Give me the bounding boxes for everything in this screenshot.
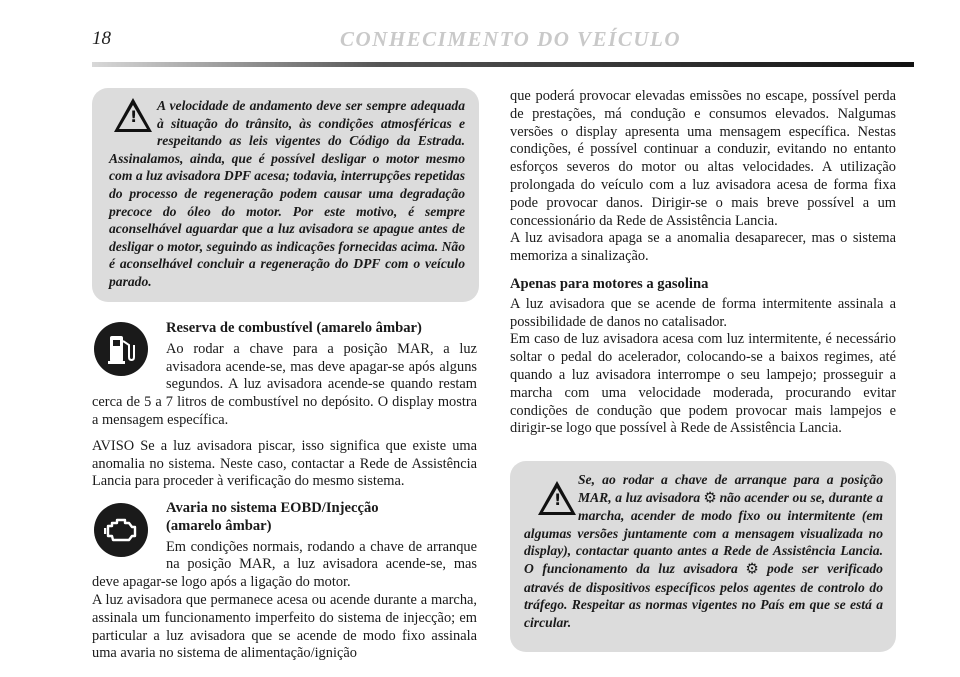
page-number: 18 xyxy=(92,28,111,49)
warning-bottom-part1: Se, ao rodar a chave de arranque para a posição MAR, a luz avisadora xyxy=(578,472,883,505)
petrol-body1: A luz avisadora que se acende de forma intermitente assinala a possibilidade de danos no catalisador. xyxy=(510,295,896,330)
warning-box-top xyxy=(92,88,479,302)
eobd-title-line1: Avaria no sistema EOBD/Injecção xyxy=(166,500,379,516)
fuel-reserve-body: Ao rodar a chave para a posição MAR, a luz avisadora acende-se, mas deve apagar-se após alguns segundos. A luz avisadora acende-se quando restam cerca de 5 a 7 litros de combustível no depósito. O display mostra a mensagem específica. xyxy=(92,340,477,428)
petrol-title: Apenas para motores a gasolina xyxy=(510,275,709,292)
eobd-title-line2: (amarelo âmbar) xyxy=(166,517,272,534)
warning-box-bottom xyxy=(510,461,896,652)
right-column xyxy=(510,88,896,438)
eobd-body2: A luz avisadora que permanece acesa ou acende durante a marcha, assinala um funcionamento imperfeito do sistema de injecção; em particular a luz avisadora que se acende de modo fixo assinala uma avaria no sistema de alimentação/ignição xyxy=(92,591,477,662)
engine-icon: ⚙ xyxy=(745,560,760,578)
eobd-body1: Em condições normais, rodando a chave de arranque na posição MAR, a luz avisadora acende-se, mas deve apagar-se logo após a ligação do motor. xyxy=(92,538,477,591)
warning-bottom-part3: pode ser verificado através de dispositivos específicos pelos agentes de controlo do tráfego. Respeitar as normas vigentes no País em que se está a circular. xyxy=(524,560,883,630)
petrol-body2: Em caso de luz avisadora acesa com luz intermitente, é necessário soltar o pedal do acelerador, colocando-se a baixos regimes, até quando a luz avisadora interrompe o seu lampejo; prosseguir a marcha com uma velocidade moderada, procurando evitar condições de condução que podem provocar mais lampejos e dirigir-se logo que possível à Rede de Assistência Lancia. xyxy=(510,331,896,437)
eobd-off-note: A luz avisadora apaga se a anomalia desaparecer, mas o sistema memoriza a sinalização. xyxy=(510,230,896,265)
eobd-continuation: que poderá provocar elevadas emissões no escape, possível perda de prestações, má condução e consumos elevados. Nalgumas versões o display apresenta uma mensagem específica. Nestas condições, é possível continuar a conduzir, evitando no entanto esforços severos do motor ou altas velocidades. A utilização prolongada do veículo com a luz avisadora acesa de forma fixa pode provocar danos. Dirigir-se o mais breve possível a um concessionário da Rede de Assistência Lancia. xyxy=(510,88,896,229)
warning-triangle-icon: ! xyxy=(538,481,576,515)
warning-bottom-part2: não acender ou se, durante a marcha, acender de modo fixo ou intermitente (em algumas versões juntamente com a mensagem visualizada no display), contactar quanto antes a Rede de Assistência Lancia. O funcionamento da luz avisadora xyxy=(524,489,883,576)
header-rule xyxy=(92,62,914,67)
fuel-reserve-title: Reserva de combustível (amarelo âmbar) xyxy=(166,320,422,336)
page-header: CONHECIMENTO DO VEÍCULO xyxy=(340,27,681,51)
warning-top-text: A velocidade de andamento deve ser sempre adequada à situação do trânsito, às condições atmosféricas e respeitando as leis vigentes do Código da Estrada. Assinalamos, ainda, que é possível desligar o motor mesmo com a luz avisadora DPF acesa; todavia, interrupções repetidas do processo de regeneração podem causar uma degradação precoce do óleo do motor. Por este motivo, é sempre aconselhável aguardar que a luz avisadora se apague antes de desligar o motor, seguindo as indicações fornecidas acima. Não é aconselhável concluir a regeneração do DPF com o veículo parado. xyxy=(109,98,465,289)
eobd-section xyxy=(92,500,477,663)
fuel-reserve-section xyxy=(92,320,477,491)
fuel-reserve-notice: AVISO Se a luz avisadora piscar, isso significa que existe uma anomalia no sistema. Neste caso, contactar a Rede de Assistência Lancia para proceder à verificação do mesmo sistema. xyxy=(92,437,477,490)
warning-triangle-icon: ! xyxy=(114,98,152,132)
engine-icon: ⚙ xyxy=(703,488,717,507)
